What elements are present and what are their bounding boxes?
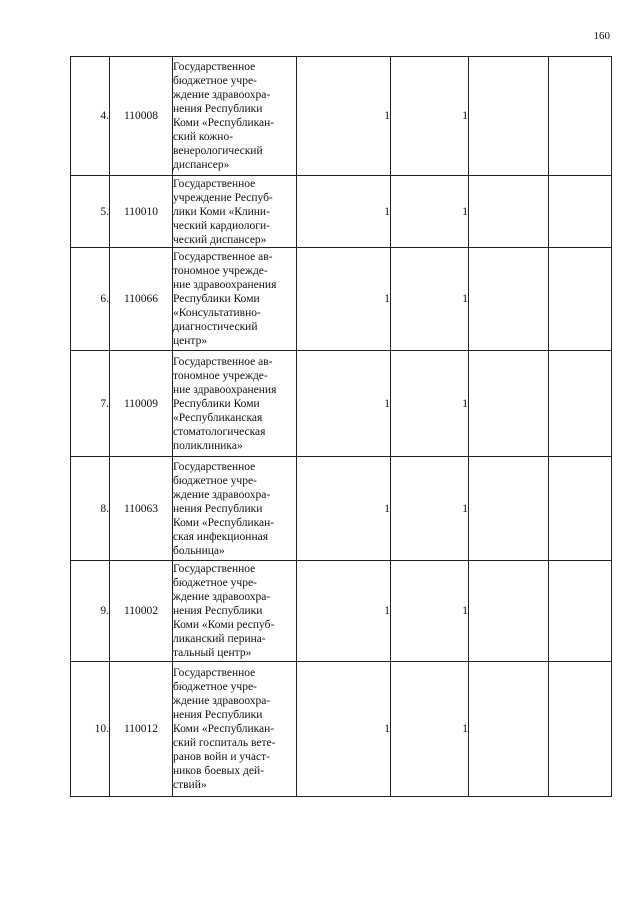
organization-name-line: нения Республики xyxy=(173,605,263,617)
row-code: 110066 xyxy=(110,248,173,351)
organization-name-line: бюджетное учре- xyxy=(173,75,257,87)
row-empty-cell xyxy=(549,351,612,457)
row-empty-cell xyxy=(469,248,549,351)
organization-name-line: «Республиканская xyxy=(173,411,263,424)
organization-name-line: ние здравоохранения xyxy=(173,383,277,396)
row-empty-cell xyxy=(549,57,612,176)
organization-name-line: ждение здравоохра- xyxy=(173,695,271,707)
row-value-1: 1 xyxy=(297,662,391,797)
row-number: 4. xyxy=(71,57,110,176)
organization-name-line: нения Республики xyxy=(173,709,263,721)
row-code: 110010 xyxy=(110,176,173,248)
row-organization-name xyxy=(173,561,297,662)
row-number: 10. xyxy=(71,662,110,797)
organization-name-line: диспансер» xyxy=(173,159,230,171)
row-organization-name xyxy=(173,176,297,248)
organization-name-line: бюджетное учре- xyxy=(173,474,257,487)
organization-name-line: Государственное xyxy=(173,460,256,473)
row-code: 110002 xyxy=(110,561,173,662)
table-body xyxy=(71,57,612,797)
organization-name-line: нения Республики xyxy=(173,103,263,115)
row-empty-cell xyxy=(549,248,612,351)
row-value-2: 1 xyxy=(391,457,469,561)
table-row xyxy=(71,561,612,662)
organization-name-line: тономное учрежде- xyxy=(173,369,268,382)
organization-name-line: ская инфекционная xyxy=(173,530,268,543)
organization-name-line: больница» xyxy=(173,544,225,557)
organization-name-line: Государственное xyxy=(173,563,256,575)
table-row xyxy=(71,57,612,176)
row-number: 7. xyxy=(71,351,110,457)
organization-name-line: ликанский перина- xyxy=(173,633,266,645)
organization-name-line: лики Коми «Клини- xyxy=(173,205,270,218)
organization-name-line: ствий» xyxy=(173,779,207,791)
organization-name-line: бюджетное учре- xyxy=(173,681,257,693)
row-empty-cell xyxy=(469,351,549,457)
row-code: 110012 xyxy=(110,662,173,797)
row-value-2: 1 xyxy=(391,248,469,351)
organization-name-line: Коми «Республикан- xyxy=(173,723,275,735)
table-row xyxy=(71,176,612,248)
row-empty-cell xyxy=(469,457,549,561)
organization-name-line: ческий кардиологи- xyxy=(173,219,270,232)
row-empty-cell xyxy=(469,662,549,797)
organization-name-line: Коми «Республикан- xyxy=(173,516,275,529)
organization-name-line: ние здравоохранения xyxy=(173,279,277,291)
organization-name-line: Государственное xyxy=(173,177,256,190)
row-number: 9. xyxy=(71,561,110,662)
organization-name-line: тальный центр» xyxy=(173,647,252,659)
organization-name-line: Государственное ав- xyxy=(173,355,273,368)
organization-name-line: диагностический xyxy=(173,321,258,333)
row-number: 5. xyxy=(71,176,110,248)
organization-name-line: стоматологическая xyxy=(173,425,266,438)
table-row xyxy=(71,662,612,797)
organization-name-line: Коми «Коми респуб- xyxy=(173,619,275,631)
row-value-1: 1 xyxy=(297,457,391,561)
row-code: 110008 xyxy=(110,57,173,176)
organization-name-line: нения Республики xyxy=(173,502,263,515)
row-organization-name xyxy=(173,57,297,176)
organization-name-line: ждение здравоохра- xyxy=(173,89,271,101)
row-code: 110009 xyxy=(110,351,173,457)
organization-name-line: Государственное ав- xyxy=(173,251,273,263)
organization-name-line: тономное учрежде- xyxy=(173,265,268,277)
row-value-2: 1 xyxy=(391,57,469,176)
organization-name-line: Государственное xyxy=(173,61,256,73)
organization-name-line: Республики Коми xyxy=(173,397,260,410)
row-empty-cell xyxy=(549,176,612,248)
row-value-1: 1 xyxy=(297,176,391,248)
row-empty-cell xyxy=(549,457,612,561)
row-code: 110063 xyxy=(110,457,173,561)
organization-name-line: ждение здравоохра- xyxy=(173,488,271,501)
organization-name-line: ческий диспансер» xyxy=(173,233,267,246)
row-value-2: 1 xyxy=(391,176,469,248)
organization-name-line: Государственное xyxy=(173,667,256,679)
table-row xyxy=(71,248,612,351)
organization-name-line: ранов войн и участ- xyxy=(173,751,270,763)
organization-name-line: центр» xyxy=(173,335,208,347)
organization-name-line: учреждение Респуб- xyxy=(173,191,273,204)
row-organization-name xyxy=(173,248,297,351)
row-number: 6. xyxy=(71,248,110,351)
table-row xyxy=(71,457,612,561)
row-empty-cell xyxy=(469,561,549,662)
row-value-1: 1 xyxy=(297,248,391,351)
row-organization-name xyxy=(173,351,297,457)
row-empty-cell xyxy=(549,662,612,797)
organization-name-line: венерологический xyxy=(173,145,263,157)
row-empty-cell xyxy=(469,57,549,176)
row-organization-name xyxy=(173,457,297,561)
row-value-1: 1 xyxy=(297,561,391,662)
table-row xyxy=(71,351,612,457)
row-number: 8. xyxy=(71,457,110,561)
facilities-table xyxy=(70,56,612,797)
organization-name-line: ский госпиталь вете- xyxy=(173,737,276,749)
organization-name-line: бюджетное учре- xyxy=(173,577,257,589)
row-empty-cell xyxy=(549,561,612,662)
page-number: 160 xyxy=(593,30,610,42)
row-empty-cell xyxy=(469,176,549,248)
organization-name-line: Республики Коми xyxy=(173,293,260,305)
row-value-2: 1 xyxy=(391,561,469,662)
row-value-2: 1 xyxy=(391,662,469,797)
row-value-2: 1 xyxy=(391,351,469,457)
organization-name-line: «Консультативно- xyxy=(173,307,261,319)
organization-name-line: ждение здравоохра- xyxy=(173,591,271,603)
organization-name-line: поликлиника» xyxy=(173,439,243,452)
row-organization-name xyxy=(173,662,297,797)
row-value-1: 1 xyxy=(297,57,391,176)
organization-name-line: ский кожно- xyxy=(173,131,234,143)
organization-name-line: Коми «Республикан- xyxy=(173,117,275,129)
organization-name-line: ников боевых дей- xyxy=(173,765,264,777)
row-value-1: 1 xyxy=(297,351,391,457)
